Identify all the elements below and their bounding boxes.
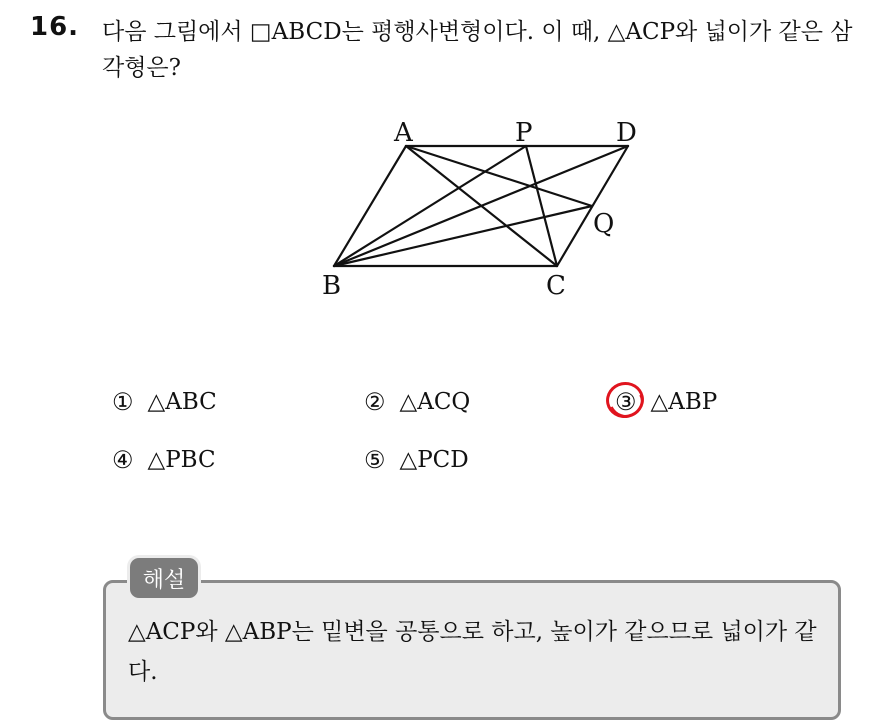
- parallelogram-figure: [300, 108, 660, 308]
- edge-BA: [334, 146, 406, 266]
- vertex-label-A: A: [394, 118, 413, 148]
- question-number: 16.: [30, 12, 80, 42]
- explanation-tag: 해설: [130, 558, 198, 598]
- choice-label: △ABP: [650, 389, 718, 415]
- choice-3[interactable]: [615, 388, 717, 416]
- vertex-label-C: C: [546, 271, 566, 301]
- choice-label: △ABC: [147, 389, 217, 415]
- vertex-label-B: B: [322, 271, 342, 301]
- choice-number-selected: ③: [615, 388, 637, 416]
- choice-number: ①: [112, 388, 134, 416]
- choice-4[interactable]: [112, 446, 216, 474]
- segment-AQ: [406, 146, 592, 206]
- vertex-label-P: P: [515, 118, 533, 148]
- segment-BQ: [334, 206, 592, 266]
- choice-number: ④: [112, 446, 134, 474]
- choice-2[interactable]: [364, 388, 470, 416]
- choice-number: ②: [364, 388, 386, 416]
- choice-1[interactable]: [112, 388, 217, 416]
- choice-5[interactable]: [364, 446, 469, 474]
- choice-label: △ACQ: [399, 389, 471, 415]
- choice-number: ⑤: [364, 446, 386, 474]
- vertex-label-D: D: [616, 118, 637, 148]
- explanation-text: △ACP와 △ABP는 밑변을 공통으로 하고, 높이가 같으므로 넓이가 같다.: [128, 619, 817, 685]
- figure-svg: [300, 108, 660, 308]
- vertex-label-Q: Q: [593, 209, 615, 239]
- segment-PC: [526, 146, 557, 266]
- segment-BD: [334, 146, 628, 266]
- choice-label: △PCD: [399, 447, 469, 473]
- choice-label: △PBC: [147, 447, 216, 473]
- question-text: 다음 그림에서 □ABCD는 평행사변형이다. 이 때, △ACP와 넓이가 같은 삼각형은?: [102, 19, 853, 81]
